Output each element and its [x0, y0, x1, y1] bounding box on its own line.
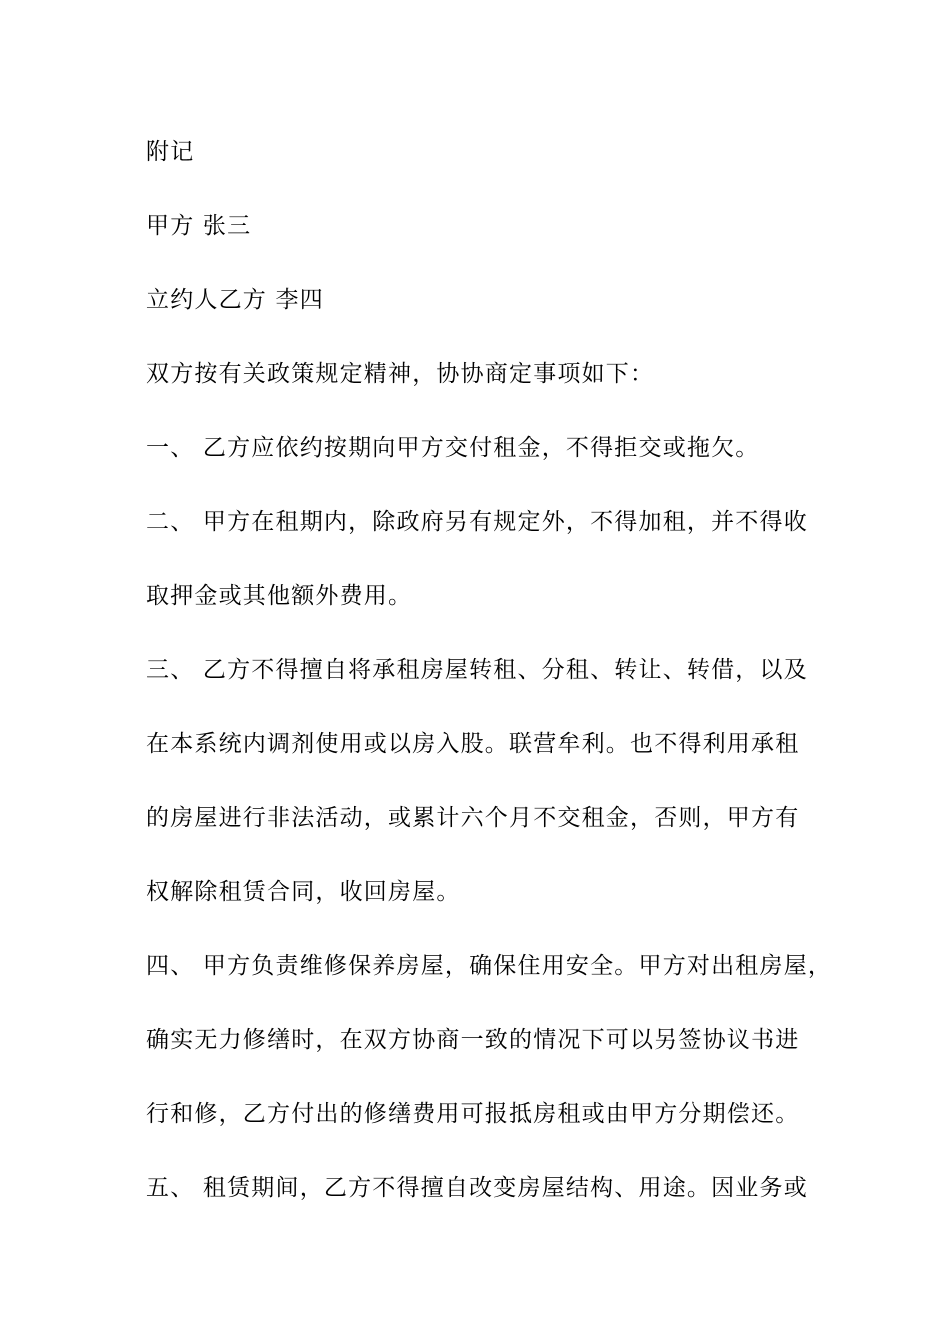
clause-3-line-1: 三、 乙方不得擅自将承租房屋转租、分租、转让、转借，以及 [146, 657, 808, 683]
clause-4-line-1: 四、 甲方负责维修保养房屋，确保住用安全。甲方对出租房屋， [146, 953, 833, 979]
party-a-line: 甲方 张三 [146, 213, 252, 239]
clause-3-line-4: 权解除租赁合同，收回房屋。 [146, 879, 461, 905]
clause-4-line-2: 确实无力修缮时，在双方协商一致的情况下可以另签协议书进 [146, 1027, 800, 1053]
clause-3-line-3: 的房屋进行非法活动，或累计六个月不交租金，否则，甲方有 [146, 805, 800, 831]
clause-4-line-3: 行和修，乙方付出的修缮费用可报抵房租或由甲方分期偿还。 [146, 1101, 800, 1127]
clause-5-line-1: 五、 租赁期间，乙方不得擅自改变房屋结构、用途。因业务或 [146, 1175, 808, 1201]
party-b-line: 立约人乙方 李四 [146, 287, 324, 313]
clause-2-line-2: 取押金或其他额外费用。 [146, 583, 413, 609]
clause-3-line-2: 在本系统内调剂使用或以房入股。联营牟利。也不得利用承租 [146, 731, 800, 757]
heading-appendix: 附记 [146, 139, 195, 165]
intro-line: 双方按有关政策规定精神，协协商定事项如下： [146, 361, 655, 387]
clause-2-line-1: 二、 甲方在租期内，除政府另有规定外，不得加租，并不得收 [146, 509, 808, 535]
clause-1-line-1: 一、 乙方应依约按期向甲方交付租金，不得拒交或拖欠。 [146, 435, 760, 461]
